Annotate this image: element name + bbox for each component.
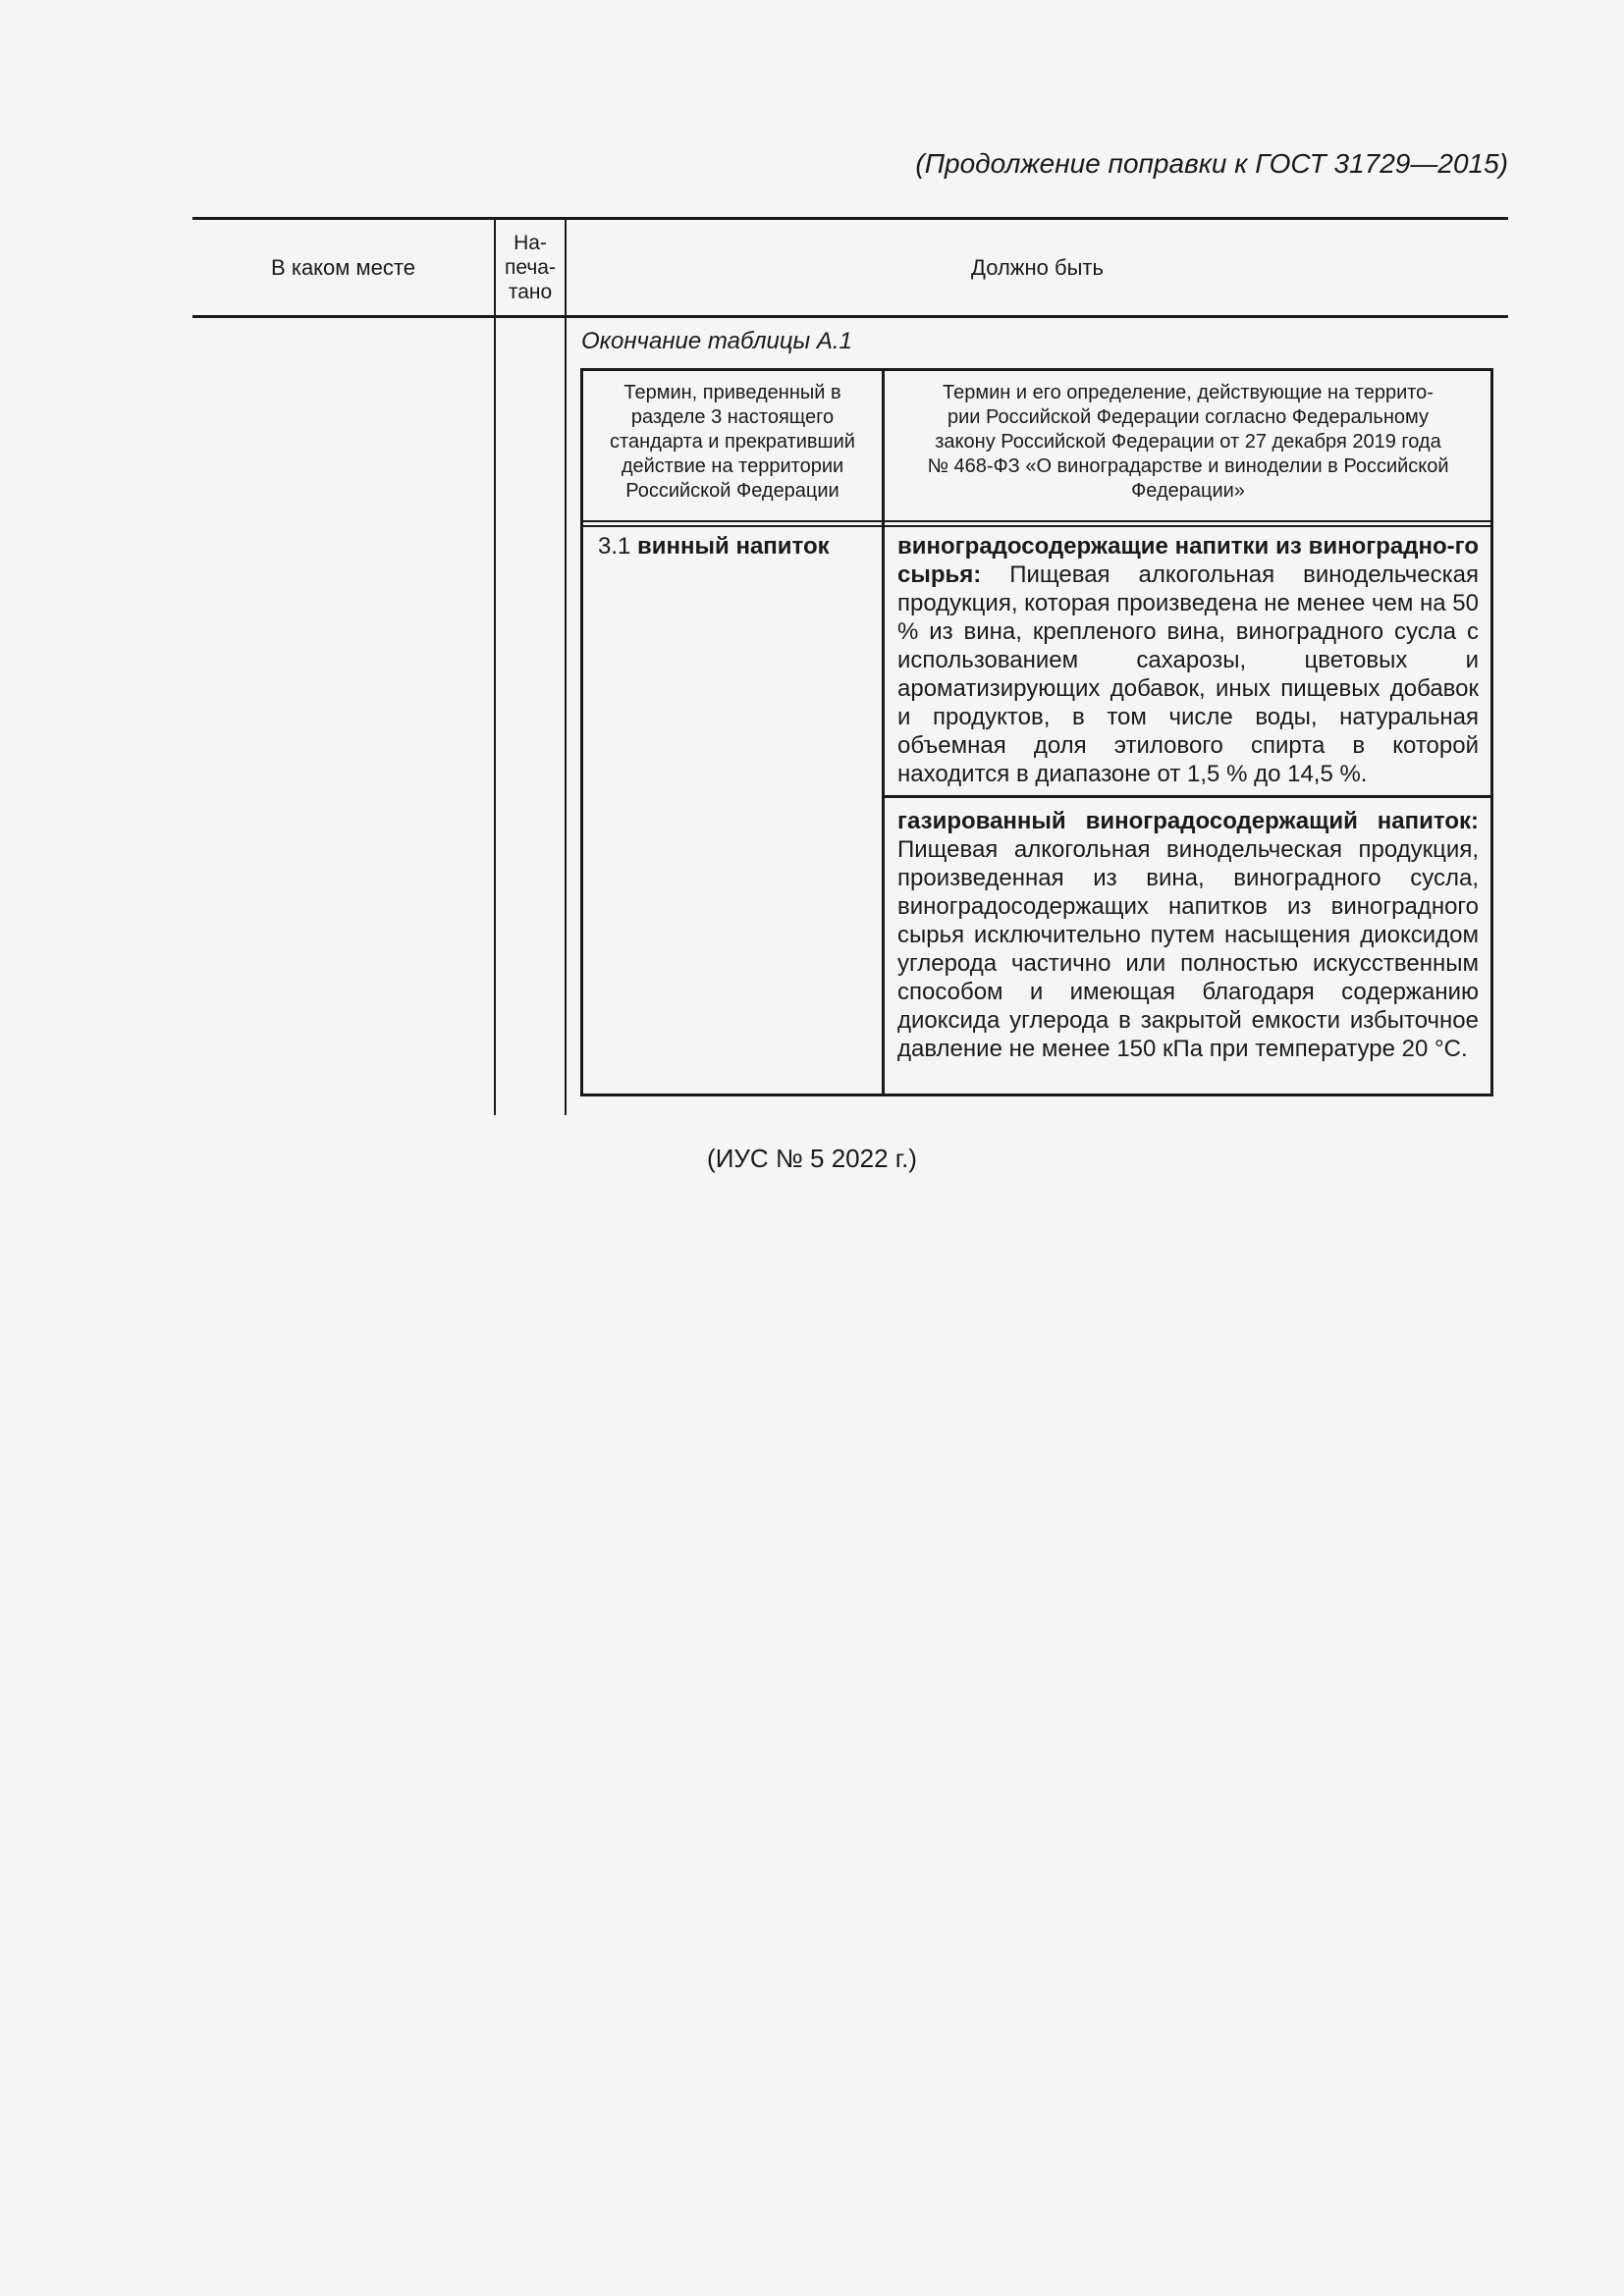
col-header-printed-line: На- bbox=[514, 232, 547, 254]
definition-1 bbox=[897, 532, 1479, 788]
col-header-printed-line: печа- bbox=[505, 256, 556, 279]
inner-header-left-line: действие на территории bbox=[621, 455, 844, 477]
col-header-where: В каком месте bbox=[271, 254, 415, 280]
outer-table-divider-1 bbox=[494, 217, 496, 1115]
inner-header-right-line: Термин и его определение, действующие на террито- bbox=[943, 382, 1434, 403]
inner-header-right-line: № 468-ФЗ «О виноградарстве и виноделии в Российской bbox=[927, 455, 1449, 477]
term-name: винный напиток bbox=[637, 533, 830, 560]
inner-header-left-line: Термин, приведенный в bbox=[623, 382, 841, 403]
inner-table-divider bbox=[882, 371, 885, 1094]
outer-table-header-rule bbox=[192, 315, 1508, 318]
inner-header-right-line: Федерации» bbox=[1131, 480, 1245, 502]
definition-2-term: газированный виноградосодержащий напиток: bbox=[897, 808, 1479, 834]
running-header: (Продолжение поправки к ГОСТ 31729—2015) bbox=[915, 148, 1508, 179]
inner-table-definition-rule bbox=[884, 795, 1490, 798]
definition-2 bbox=[897, 807, 1479, 1063]
inner-table-header-rule bbox=[583, 520, 1490, 527]
inner-header-right-line: закону Российской Федерации от 27 декабря 2019 года bbox=[935, 431, 1441, 453]
inner-table bbox=[580, 368, 1493, 1096]
term-cell bbox=[598, 532, 873, 561]
inner-header-left-line: разделе 3 настоящего bbox=[630, 406, 835, 428]
inner-header-left-line: Российской Федерации bbox=[625, 480, 839, 502]
term-number: 3.1 bbox=[598, 533, 631, 560]
definition-1-term: виноградосодержащие напитки из виноградно-го сырья: bbox=[897, 533, 1479, 588]
inner-header-left-line: стандарта и прекративший bbox=[610, 431, 855, 453]
footer-issue: (ИУС № 5 2022 г.) bbox=[707, 1144, 917, 1173]
inner-header-left bbox=[583, 381, 882, 504]
col-header-printed-line: тано bbox=[508, 281, 553, 303]
outer-table-divider-2 bbox=[565, 217, 567, 1115]
table-caption: Окончание таблицы А.1 bbox=[581, 328, 852, 354]
definition-1-text: Пищевая алкогольная винодельческая продукция, которая произведена не менее чем на 50 % из вина, крепленого вина, виноградного сусла с использованием сахарозы, цветовых и ароматизирующих добавок, иных пищевых добавок и продуктов, в том числе воды, натуральная объемная доля этилового спирта в которой находится в диапазоне от 1,5 % до 14,5 %. bbox=[897, 561, 1479, 787]
inner-header-right-line: рии Российской Федерации согласно Федеральному bbox=[947, 406, 1429, 428]
col-header-should-be: Должно быть bbox=[971, 254, 1104, 280]
definition-2-text: Пищевая алкогольная винодельческая продукция, произведенная из вина, виноградного сусла, виноградосодержащих напитков из виноградного сырья исключительно путем насыщения диоксидом углерода частично или полностью искусственным способом и имеющая благодаря содержанию диоксида углерода в закрытой емкости избыточное давление не менее 150 кПа при температуре 20 °С. bbox=[897, 836, 1479, 1062]
col-header-printed bbox=[496, 220, 565, 315]
inner-header-right bbox=[886, 381, 1490, 504]
